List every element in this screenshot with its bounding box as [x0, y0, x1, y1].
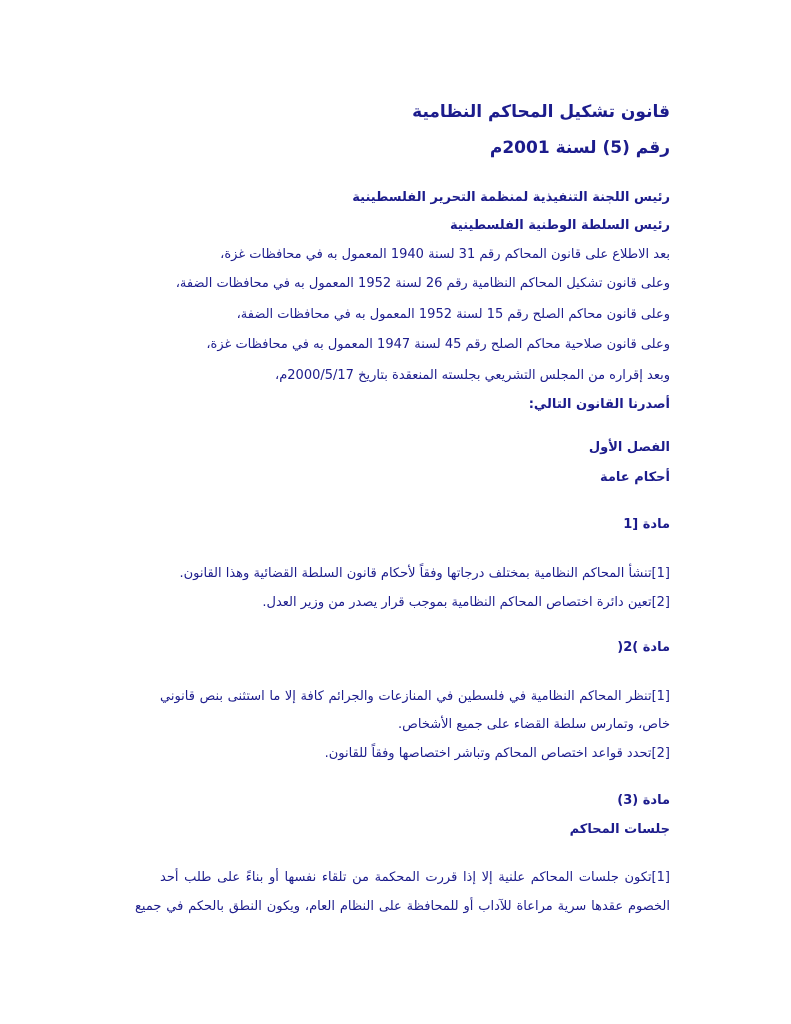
- chapter-subheading: أحكام عامة: [599, 470, 670, 485]
- enactment-line: أصدرنا القانون التالي:: [528, 397, 670, 412]
- article-1-clause-1: [1]تنشأ المحاكم النظامية بمختلف درجاتها وفقاً لأحكام قانون السلطة القضائية وهذا القانون.: [179, 566, 670, 581]
- preamble-line: وبعد إقراره من المجلس التشريعي بجلسته المنعقدة بتاريخ 2000/5/17م،: [275, 368, 670, 383]
- chapter-heading: الفصل الأول: [588, 440, 670, 455]
- article-2-clause-1-line-2: خاص، وتمارس سلطة القضاء على جميع الأشخاص.: [398, 717, 670, 732]
- article-3-clause-1-line-1: [1]تكون جلسات المحاكم علنية إلا إذا قررت المحكمة من تلقاء نفسها أو بناءً على طلب أحد: [160, 870, 670, 885]
- article-1-heading: مادة [1: [623, 517, 670, 532]
- preamble-line: وعلى قانون صلاحية محاكم الصلح رقم 45 لسنة 1947 المعمول به في محافظات غزة،: [206, 337, 670, 352]
- article-1-clause-2: [2]تعين دائرة اختصاص المحاكم النظامية بموجب قرار يصدر من وزير العدل.: [262, 595, 670, 610]
- article-3-clause-1-line-2: الخصوم عقدها سرية مراعاة للآداب أو للمحافظة على النظام العام، ويكون النطق بالحكم في جميع: [135, 899, 670, 914]
- preamble-line: بعد الاطلاع على قانون المحاكم رقم 31 لسنة 1940 المعمول به في محافظات غزة،: [220, 247, 670, 262]
- issuer-line-1: رئيس اللجنة التنفيذية لمنظمة التحرير الفلسطينية: [352, 190, 670, 205]
- article-2-clause-1-line-1: [1]تنظر المحاكم النظامية في فلسطين في المنازعات والجرائم كافة إلا ما استثنى بنص قانوني: [160, 689, 670, 704]
- law-number: رقم (5) لسنة 2001م: [489, 138, 670, 158]
- preamble-line: وعلى قانون محاكم الصلح رقم 15 لسنة 1952 المعمول به في محافظات الضفة،: [236, 307, 670, 322]
- preamble-line: وعلى قانون تشكيل المحاكم النظامية رقم 26 لسنة 1952 المعمول به في محافظات الضفة،: [175, 276, 670, 291]
- article-3-subheading: جلسات المحاكم: [569, 822, 670, 837]
- article-3-heading: مادة (3): [617, 793, 670, 808]
- article-2-heading: مادة )2(: [617, 640, 670, 655]
- issuer-line-2: رئيس السلطة الوطنية الفلسطينية: [450, 218, 670, 233]
- article-2-clause-2: [2]تحدد قواعد اختصاص المحاكم وتباشر اختصاصها وفقاً للقانون.: [324, 746, 670, 761]
- law-title: قانون تشكيل المحاكم النظامية: [412, 102, 670, 122]
